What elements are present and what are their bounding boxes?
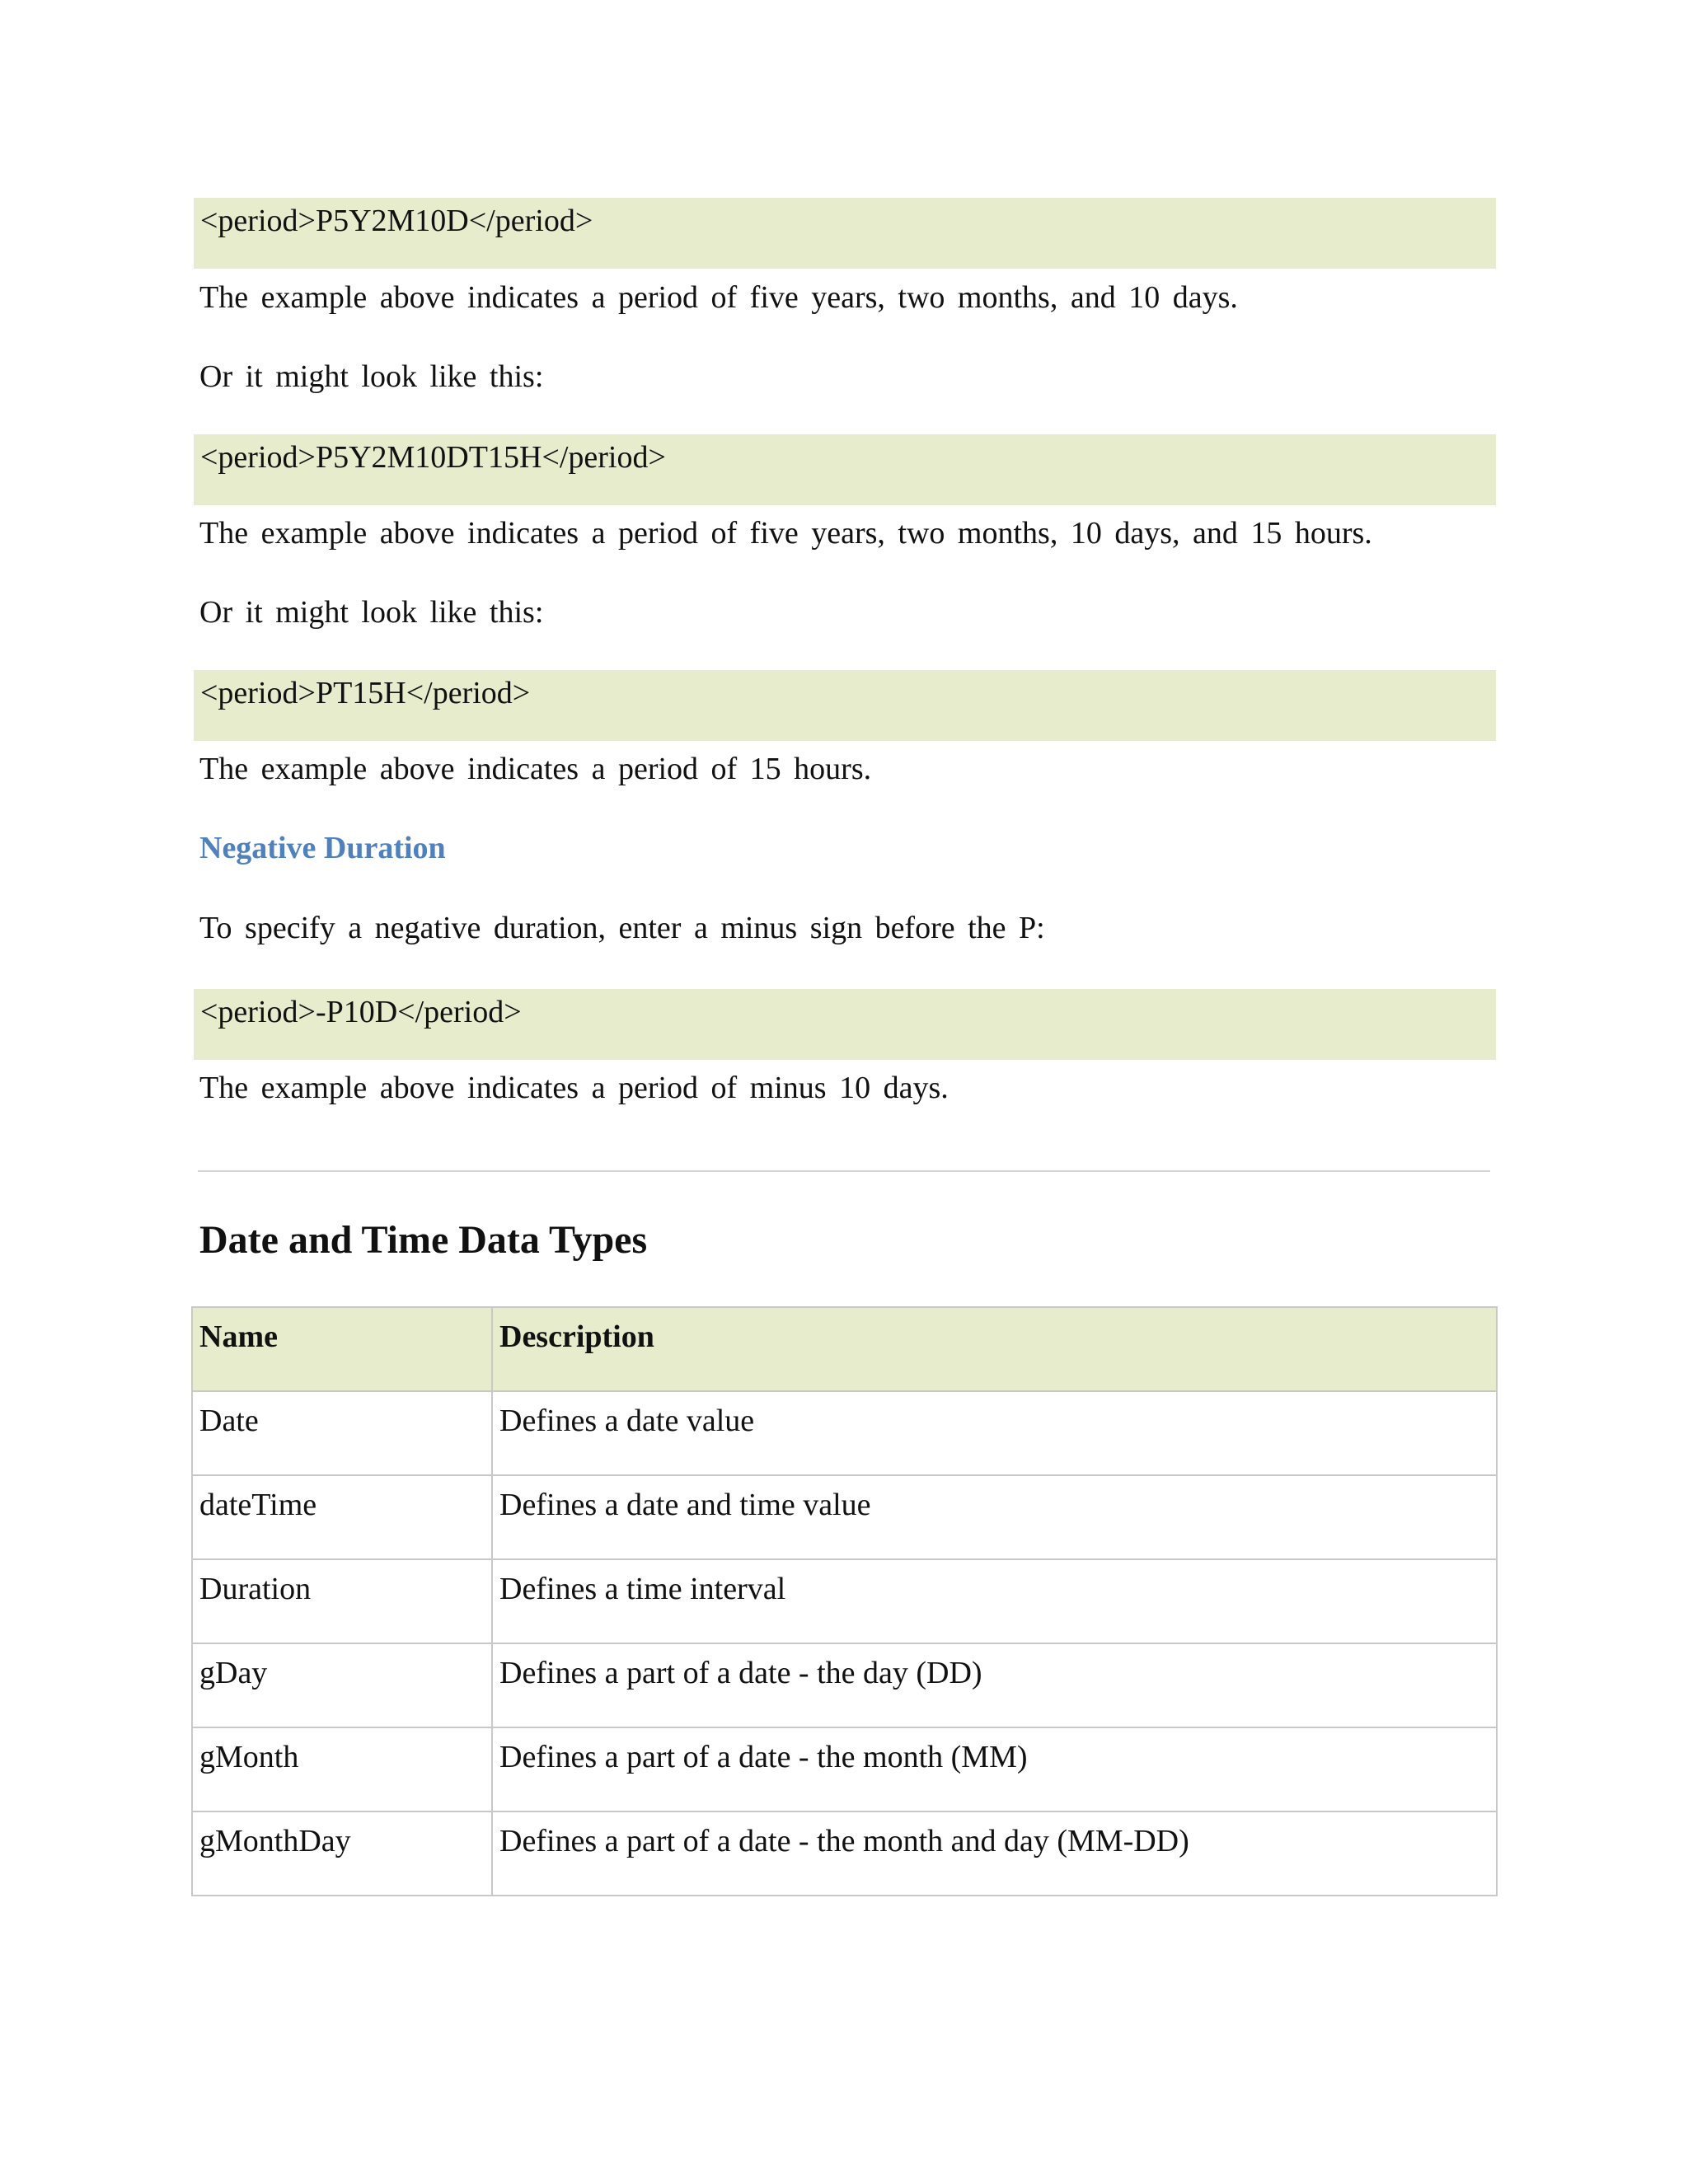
type-description-cell: Defines a date and time value [492, 1475, 1497, 1559]
type-description-cell: Defines a part of a date - the month and day (MM-DD) [492, 1811, 1497, 1896]
paragraph-or-it-might-1: Or it might look like this: [199, 359, 544, 394]
type-description-cell: Defines a date value [492, 1391, 1497, 1475]
paragraph-example-explanation-2: The example above indicates a period of five years, two months, 10 days, and 15 hours. [199, 516, 1372, 551]
paragraph-negative-duration-instructions: To specify a negative duration, enter a minus sign before the P: [199, 911, 1045, 945]
type-description-cell: Defines a part of a date - the day (DD) [492, 1643, 1497, 1727]
type-name-cell: gMonthDay [192, 1811, 492, 1896]
type-name-cell: Date [192, 1391, 492, 1475]
type-name-cell: gMonth [192, 1727, 492, 1811]
table-row [192, 1727, 1497, 1811]
paragraph-example-explanation-3: The example above indicates a period of 15 hours. [199, 752, 872, 786]
type-name-cell: dateTime [192, 1475, 492, 1559]
table-row [192, 1391, 1497, 1475]
type-name-cell: Duration [192, 1559, 492, 1643]
paragraph-example-explanation-1: The example above indicates a period of five years, two months, and 10 days. [199, 280, 1238, 315]
code-example-period-p5y2m10dt15h: <period>P5Y2M10DT15H</period> [194, 434, 1496, 505]
code-example-period-p5y2m10d: <period>P5Y2M10D</period> [194, 198, 1496, 269]
column-header-name: Name [192, 1307, 492, 1391]
type-description-cell: Defines a part of a date - the month (MM) [492, 1727, 1497, 1811]
code-example-period-pt15h: <period>PT15H</period> [194, 670, 1496, 741]
section-divider [198, 1170, 1490, 1172]
table-row [192, 1643, 1497, 1727]
date-time-types-table [191, 1306, 1498, 1896]
type-description-cell: Defines a time interval [492, 1559, 1497, 1643]
table-row [192, 1475, 1497, 1559]
paragraph-or-it-might-2: Or it might look like this: [199, 595, 544, 630]
paragraph-example-explanation-4: The example above indicates a period of minus 10 days. [199, 1071, 949, 1105]
column-header-description: Description [492, 1307, 1497, 1391]
table-row [192, 1811, 1497, 1896]
subheading-negative-duration: Negative Duration [199, 831, 446, 865]
code-example-negative-period: <period>-P10D</period> [194, 989, 1496, 1060]
section-title: Date and Time Data Types [199, 1218, 648, 1262]
type-name-cell: gDay [192, 1643, 492, 1727]
table-row [192, 1559, 1497, 1643]
table-header-row [192, 1307, 1497, 1391]
